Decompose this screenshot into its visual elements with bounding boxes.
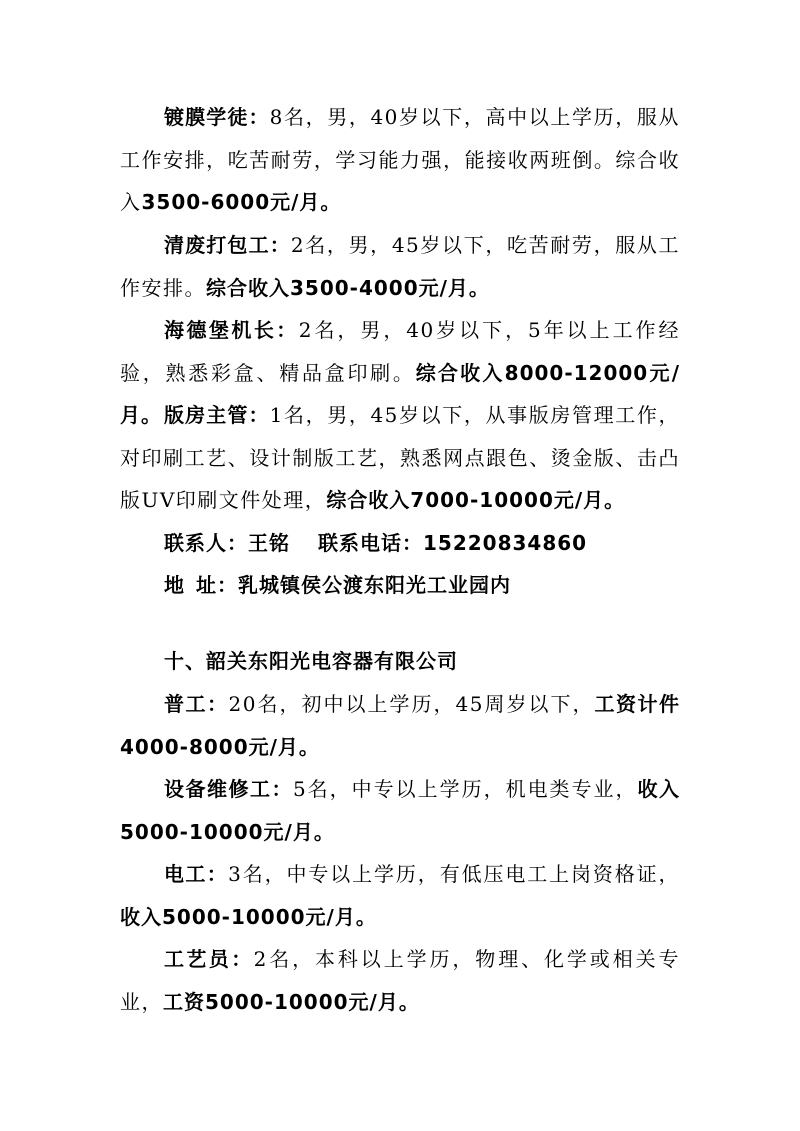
contact-phone: 15220834860 <box>423 531 588 555</box>
address-line <box>120 564 680 607</box>
job-title: 镀膜学徒： <box>164 105 270 129</box>
job-plate-room-supervisor <box>120 394 680 522</box>
job-description: 20名，初中以上学历，45周岁以下， <box>228 692 595 716</box>
address-label-1: 地 <box>164 573 196 597</box>
job-title: 海德堡机长： <box>164 318 299 342</box>
job-pay: 工资5000-10000元/月。 <box>163 989 420 1014</box>
job-description: 8名，男，40岁以下，高中以上学历，服从工作安排，吃苦耐劳，学习能力强，能接收两班倒。综合收入 <box>120 105 680 214</box>
job-title: 版房主管： <box>164 403 270 427</box>
job-title: 电工： <box>164 862 229 886</box>
job-coating-apprentice <box>120 96 680 224</box>
job-equipment-maintenance <box>120 768 680 853</box>
job-pay: 综合收入7000-10000元/月。 <box>326 488 626 512</box>
job-general-worker <box>120 683 680 768</box>
job-pay: 收入5000-10000元/月。 <box>120 777 681 844</box>
job-pay: 综合收入8000-12000元/月。 <box>120 360 681 427</box>
job-description: 2名，本科以上学历，物理、化学或相关专业， <box>120 947 680 1014</box>
job-pay: 综合收入3500-4000元/月。 <box>206 275 490 300</box>
job-process-engineer <box>120 938 680 1023</box>
address-value: 乳城镇侯公渡东阳光工业园内 <box>238 573 511 597</box>
job-description: 3名，中专以上学历，有低压电工上岗资格证， <box>228 862 681 886</box>
job-description: 1名，男，45岁以下，从事版房管理工作，对印刷工艺、设计制版工艺，熟悉网点跟色、烫金版、击凸版UV印刷文件处理， <box>120 403 680 512</box>
address-label-2: 址： <box>196 573 238 597</box>
job-pay: 工资计件4000-8000元/月。 <box>120 692 680 759</box>
contact-person-label: 联系人： <box>164 531 248 555</box>
company-heading: 十、韶关东阳光电容器有限公司 <box>164 649 458 673</box>
job-title: 设备维修工： <box>164 777 293 801</box>
job-electrician <box>120 853 680 938</box>
job-title: 清废打包工： <box>164 233 291 257</box>
job-waste-packer <box>120 224 680 309</box>
job-title: 工艺员： <box>164 947 254 971</box>
job-description: 2名，男，45岁以下，吃苦耐劳，服从工作安排。 <box>120 233 680 300</box>
job-description: 5名，中专以上学历，机电类专业， <box>292 777 638 801</box>
job-pay: 3500-6000元/月。 <box>141 190 342 214</box>
job-title: 普工： <box>164 692 229 716</box>
contact-person: 王铭 <box>248 531 290 555</box>
job-description: 2名，男，40岁以下，5年以上工作经验，熟悉彩盒、精品盒印刷。 <box>120 318 681 385</box>
job-pay: 收入5000-10000元/月。 <box>120 904 377 929</box>
contact-line <box>120 522 680 565</box>
contact-phone-label: 联系电话： <box>318 531 423 555</box>
